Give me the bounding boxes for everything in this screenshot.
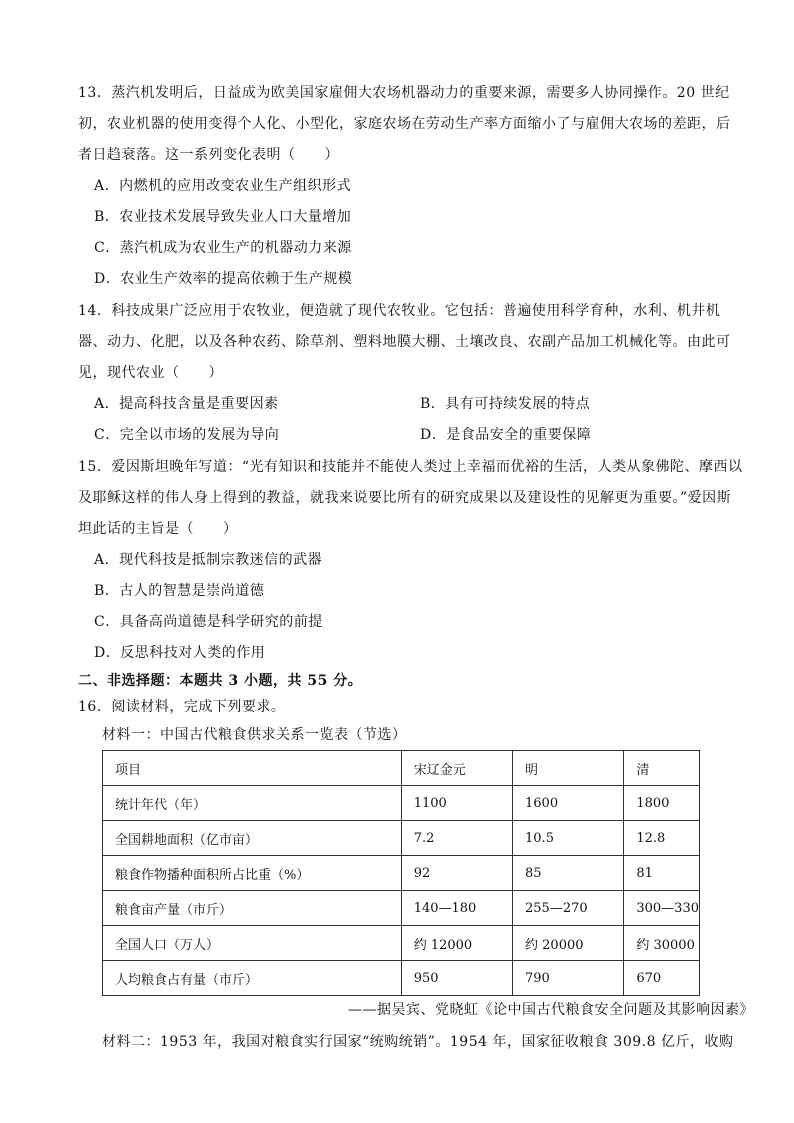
table-cell: 粮食亩产量（市斤） — [103, 891, 402, 926]
q15-stem-line2: 及耶稣这样的伟人身上得到的教益，就我来说要比所有的研究成果以及建设性的见解更为重要。”爱因斯 — [78, 490, 732, 506]
table-cell: 1100 — [401, 786, 512, 821]
table-row — [103, 821, 700, 856]
table-cell: 约 12000 — [401, 926, 512, 961]
material1-title: 材料一：中国古代粮食供求关系一览表（节选） — [102, 727, 407, 743]
q15-option-c: C．具备高尚道德是科学研究的前提 — [94, 614, 323, 630]
table-cell: 粮食作物播种面积所占比重（%） — [103, 856, 402, 891]
q14-option-b: B．具有可持续发展的特点 — [420, 396, 591, 412]
table-cell: 950 — [401, 961, 512, 996]
table-cell: 全国耕地面积（亿市亩） — [103, 821, 402, 856]
q15-stem-line3: 坦此话的主旨是（ ） — [78, 521, 238, 537]
table-cell: 140—180 — [401, 891, 512, 926]
table-cell: 85 — [513, 856, 624, 891]
table-header-row — [103, 751, 700, 786]
q13-option-c: C．蒸汽机成为农业生产的机器动力来源 — [94, 240, 352, 256]
table-cell: 明 — [513, 751, 624, 786]
material2-text: 材料二：1953 年，我国对粮食实行国家“统购统销”。1954 年，国家征收粮食 309.8 亿斤，收购 — [102, 1034, 734, 1050]
table-row — [103, 961, 700, 996]
q13-stem-line2: 初，农业机器的使用变得个人化、小型化，家庭农场在劳动生产率方面缩小了与雇佣大农场的差距，后 — [78, 116, 731, 132]
q15-stem-line1: 15．爱因斯坦晚年写道：“光有知识和技能并不能使人类过上幸福而优裕的生活，人类从象佛陀、摩西以 — [78, 459, 743, 475]
q15-option-a: A．现代科技是抵制宗教迷信的武器 — [94, 552, 323, 568]
table-cell: 92 — [401, 856, 512, 891]
table-cell: 项目 — [103, 751, 402, 786]
table-cell: 1600 — [513, 786, 624, 821]
q14-option-d: D．是食品安全的重要保障 — [420, 427, 592, 443]
table-cell: 10.5 — [513, 821, 624, 856]
q16-stem: 16．阅读材料，完成下列要求。 — [78, 699, 286, 715]
table-source: ——据吴宾、党晓虹《论中国古代粮食安全问题及其影响因素》 — [348, 1002, 754, 1018]
q13-stem-line3: 者日趋衰落。这一系列变化表明（ ） — [78, 147, 339, 163]
q15-option-d: D．反思科技对人类的作用 — [94, 645, 266, 661]
q15-option-b: B．古人的智慧是崇尚道德 — [94, 583, 265, 599]
table-cell: 81 — [624, 856, 700, 891]
table-cell: 790 — [513, 961, 624, 996]
table-cell: 清 — [624, 751, 700, 786]
q13-option-d: D．农业生产效率的提高依赖于生产规模 — [94, 271, 353, 287]
q13-stem-line1: 13．蒸汽机发明后，日益成为欧美国家雇佣大农场机器动力的重要来源，需要多人协同操作。20 世纪 — [78, 85, 730, 101]
table-cell: 7.2 — [401, 821, 512, 856]
table-cell: 约 20000 — [513, 926, 624, 961]
table-cell: 宋辽金元 — [401, 751, 512, 786]
section2-title: 二、非选择题：本题共 3 小题，共 55 分。 — [78, 673, 363, 689]
table-row — [103, 786, 700, 821]
table-cell: 1800 — [624, 786, 700, 821]
q14-stem-line3: 见，现代农业（ ） — [78, 365, 223, 381]
table-row — [103, 891, 700, 926]
table-cell: 人均粮食占有量（市斤） — [103, 961, 402, 996]
q14-option-c: C．完全以市场的发展为导向 — [94, 427, 280, 443]
q13-option-b: B．农业技术发展导致失业人口大量增加 — [94, 209, 352, 225]
table-cell: 300—330 — [624, 891, 700, 926]
table-row — [103, 926, 700, 961]
q14-stem-line2: 器、动力、化肥，以及各种农药、除草剂、塑料地膜大棚、土壤改良、农副产品加工机械化等。由此可 — [78, 334, 731, 350]
table-cell: 全国人口（万人） — [103, 926, 402, 961]
table-cell: 255—270 — [513, 891, 624, 926]
table-row — [103, 856, 700, 891]
q14-option-a: A．提高科技含量是重要因素 — [94, 396, 279, 412]
table-cell: 统计年代（年） — [103, 786, 402, 821]
grain-supply-table — [102, 750, 700, 996]
table-cell: 约 30000 — [624, 926, 700, 961]
table-cell: 12.8 — [624, 821, 700, 856]
q13-option-a: A．内燃机的应用改变农业生产组织形式 — [94, 178, 352, 194]
q14-stem-line1: 14．科技成果广泛应用于农牧业，便造就了现代农牧业。它包括：普遍使用科学育种，水利、机井机 — [78, 303, 721, 319]
table-cell: 670 — [624, 961, 700, 996]
